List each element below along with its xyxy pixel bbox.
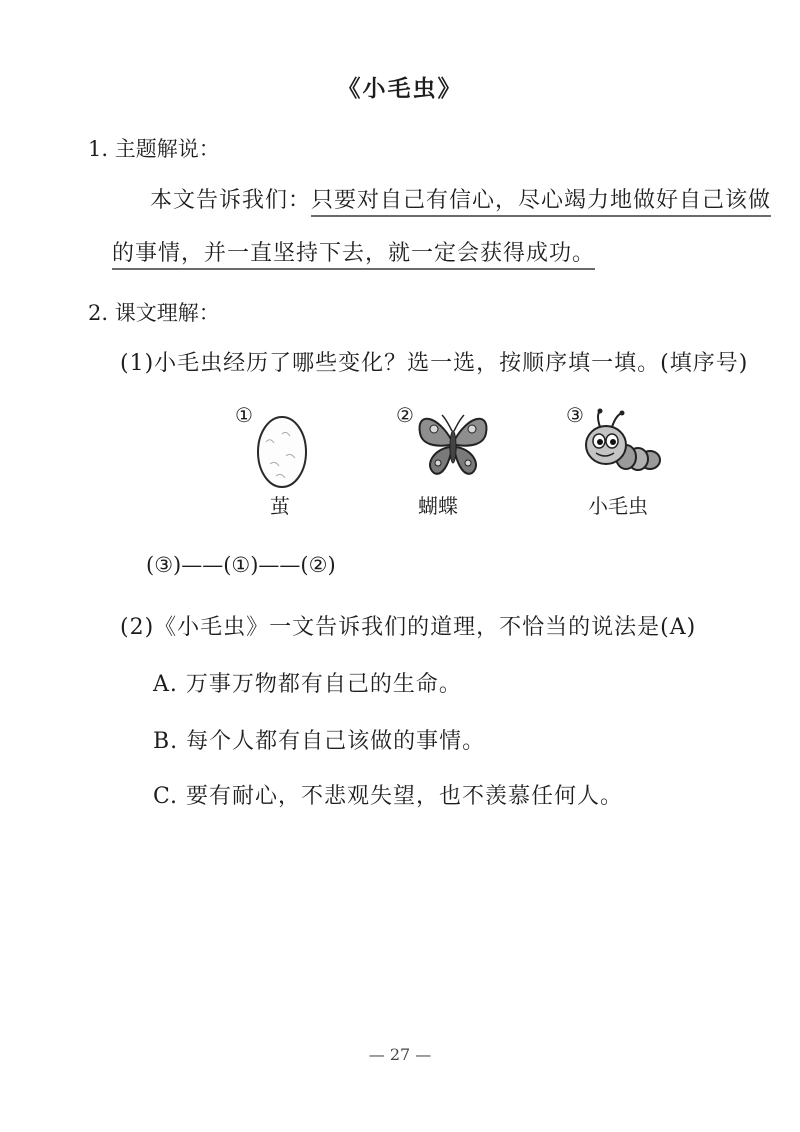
caterpillar-icon [578,405,670,480]
page-title: 《小毛虫》 [337,76,463,102]
summary-underlined-1: 只要对自己有信心，尽心竭力地做好自己该做 [311,188,771,217]
option-b: B. 每个人都有自己该做的事情。 [153,729,486,754]
item-label-butterfly: 蝴蝶 [418,494,458,518]
item-number-1: ① [235,403,253,427]
question-1-answer: (③)——(①)——(②) [146,553,336,577]
section-2-heading: 2. 课文理解： [88,301,220,325]
option-a: A. 万事万物都有自己的生命。 [153,672,462,697]
summary-lead: 本文告诉我们： [150,188,312,213]
item-label-cocoon: 茧 [270,494,290,518]
item-number-3: ③ [566,403,584,427]
cocoon-icon [252,412,312,492]
section-1-heading: 1. 主题解说： [88,137,220,161]
question-2-prompt: (2)《小毛虫》一文告诉我们的道理，不恰当的说法是(A) [120,615,697,640]
page-number: — 27 — [368,1045,432,1064]
item-number-2: ② [396,403,414,427]
question-1-prompt: (1)小毛虫经历了哪些变化？选一选，按顺序填一填。(填序号) [120,351,749,376]
summary-line-1 [150,183,771,214]
option-c: C. 要有耐心，不悲观失望，也不羡慕任何人。 [153,784,624,809]
summary-underlined-2: 的事情，并一直坚持下去，就一定会获得成功。 [112,241,595,270]
butterfly-icon [408,403,498,483]
item-label-caterpillar: 小毛虫 [588,494,648,518]
summary-line-2 [112,236,595,267]
